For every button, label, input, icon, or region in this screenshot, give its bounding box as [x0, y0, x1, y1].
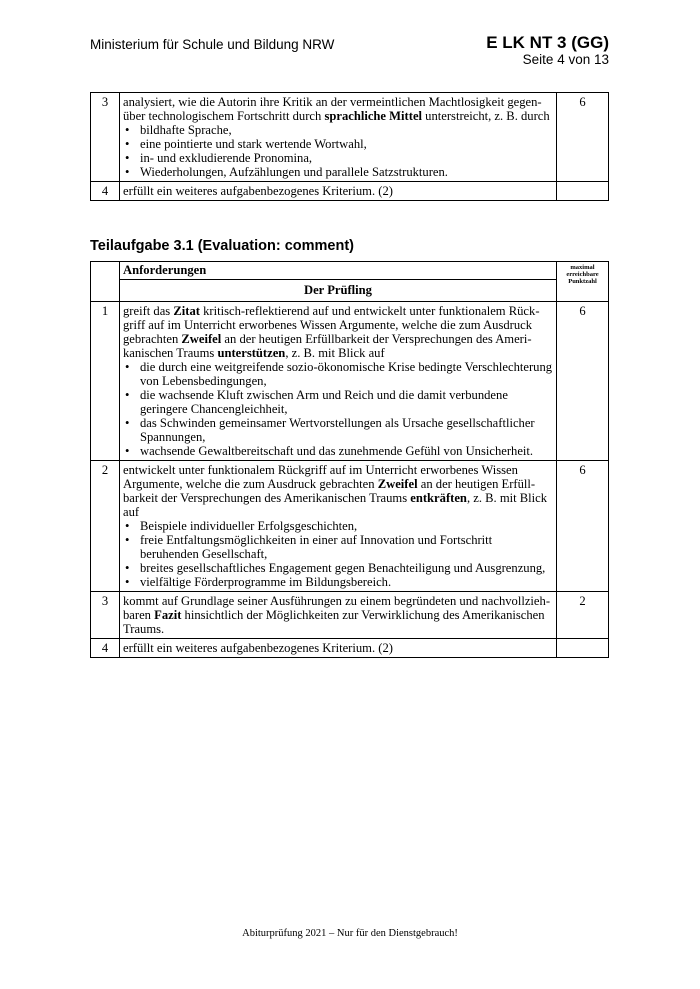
criteria-table-3-1: [90, 261, 609, 658]
bullet-list: [123, 360, 553, 458]
table-subheader-row: [91, 280, 609, 302]
page-number: Seite 4 von 13: [522, 52, 609, 67]
table-row: [91, 302, 609, 461]
list-item: • eine pointierte und stark wertende Wortwahl,: [140, 137, 553, 151]
requirement-text: kommt auf Grundlage seiner Ausführungen zu einem begründeten und nachvollziehbaren Fazit hinsichtlich der Möglichkeiten zur Verwirklichung des Amerikanischen Traums.: [120, 592, 557, 639]
table-row: [91, 461, 609, 592]
requirement-text: erfüllt ein weiteres aufgabenbezogenes Kriterium. (2): [120, 639, 557, 658]
table-row: [91, 93, 609, 182]
bullet-list: [123, 519, 553, 589]
list-item: • breites gesellschaftliches Engagement gegen Benachteiligung und Ausgrenzung,: [140, 561, 553, 575]
list-item: • die durch eine weitgreifende sozio-ökonomische Krise bedingte Verschlechterung von Lebensbedingungen,: [140, 360, 553, 388]
requirement-text: analysiert, wie die Autorin ihre Kritik an der vermeintlichen Machtlosigkeit gegenüber technologischem Fortschritt durch sprachliche Mittel unterstreicht, z. B. durch • bildhafte Sprache, • eine pointierte und stark wertende Wortwahl, • in- und exkludierende Pronomina, • Wiederholungen, Aufzählungen und parallele Satzstrukturen.: [120, 93, 557, 182]
max-points: [557, 639, 609, 658]
list-item: • bildhafte Sprache,: [140, 123, 553, 137]
exam-code: E LK NT 3 (GG): [486, 33, 609, 52]
row-number: 2: [91, 461, 120, 592]
criteria-table-continued: [90, 92, 609, 201]
section-title: Teilaufgabe 3.1 (Evaluation: comment): [90, 238, 355, 254]
list-item: • Wiederholungen, Aufzählungen und parallele Satzstrukturen.: [140, 165, 553, 179]
list-item: • freie Entfaltungsmöglichkeiten in einer auf Innovation und Fortschritt beruhenden Gesellschaft,: [140, 533, 553, 561]
max-points: 2: [557, 592, 609, 639]
requirement-text: entwickelt unter funktionalem Rückgriff auf im Unterricht erworbenes Wissen Argumente, welche die zum Ausdruck gebrachten Zweifel an der heutigen Erfüllbarkeit der Versprechungen des Amerikanischen Traums entkräften, z. B. mit Blick auf • Beispiele individueller Erfolgsgeschichten, • freie Entfaltungsmöglichkeiten in einer auf Innovation und Fortschritt beruhenden Gesellschaft, • breites gesellschaftliches Engagement gegen Benachteiligung und Ausgrenzung, • vielfältige Förderprogramme im Bildungsbereich.: [120, 461, 557, 592]
header-requirements: Anforderungen: [120, 262, 557, 280]
table-row: [91, 182, 609, 201]
list-item: • die wachsende Kluft zwischen Arm und Reich und die damit verbundene geringere Chancengleichheit,: [140, 388, 553, 416]
max-points: 6: [557, 461, 609, 592]
max-points: [557, 182, 609, 201]
page-footer: Abiturprüfung 2021 – Nur für den Dienstgebrauch!: [242, 928, 458, 939]
table-header-row: [91, 262, 609, 280]
list-item: • vielfältige Förderprogramme im Bildungsbereich.: [140, 575, 553, 589]
header-pruefling: Der Prüfling: [120, 280, 557, 302]
requirement-text: erfüllt ein weiteres aufgabenbezogenes Kriterium. (2): [120, 182, 557, 201]
header-empty-cell: [91, 262, 120, 302]
list-item: • in- und exkludierende Pronomina,: [140, 151, 553, 165]
ministry-name: Ministerium für Schule und Bildung NRW: [90, 37, 335, 52]
row-number: 4: [91, 639, 120, 658]
bullet-list: [123, 123, 553, 179]
requirement-text: greift das Zitat kritisch-reflektierend auf und entwickelt unter funktionalem Rückgriff auf im Unterricht erworbenes Wissen Argumente, welche die zum Ausdruck gebrachten Zweifel an der heutigen Erfüllbarkeit der Versprechungen des Amerikanischen Traums unterstützen, z. B. mit Blick auf • die durch eine weitgreifende sozio-ökonomische Krise bedingte Verschlechterung von Lebensbedingungen, • die wachsende Kluft zwischen Arm und Reich und die damit verbundene geringere Chancengleichheit, • das Schwinden gemeinsamer Wertvorstellungen als Ursache gesellschaftlicher Spannungen, • wachsende Gewaltbereitschaft und das zunehmende Gefühl von Unsicherheit.: [120, 302, 557, 461]
row-number: 3: [91, 93, 120, 182]
row-number: 3: [91, 592, 120, 639]
table-row: [91, 592, 609, 639]
max-points: 6: [557, 93, 609, 182]
list-item: • Beispiele individueller Erfolgsgeschichten,: [140, 519, 553, 533]
list-item: • das Schwinden gemeinsamer Wertvorstellungen als Ursache gesellschaftlicher Spannungen,: [140, 416, 553, 444]
list-item: • wachsende Gewaltbereitschaft und das zunehmende Gefühl von Unsicherheit.: [140, 444, 553, 458]
row-number: 4: [91, 182, 120, 201]
header-max-points: maximal erreichbare Punktzahl: [557, 262, 609, 302]
max-points: 6: [557, 302, 609, 461]
page-header: [486, 33, 609, 67]
row-number: 1: [91, 302, 120, 461]
table-row: [91, 639, 609, 658]
